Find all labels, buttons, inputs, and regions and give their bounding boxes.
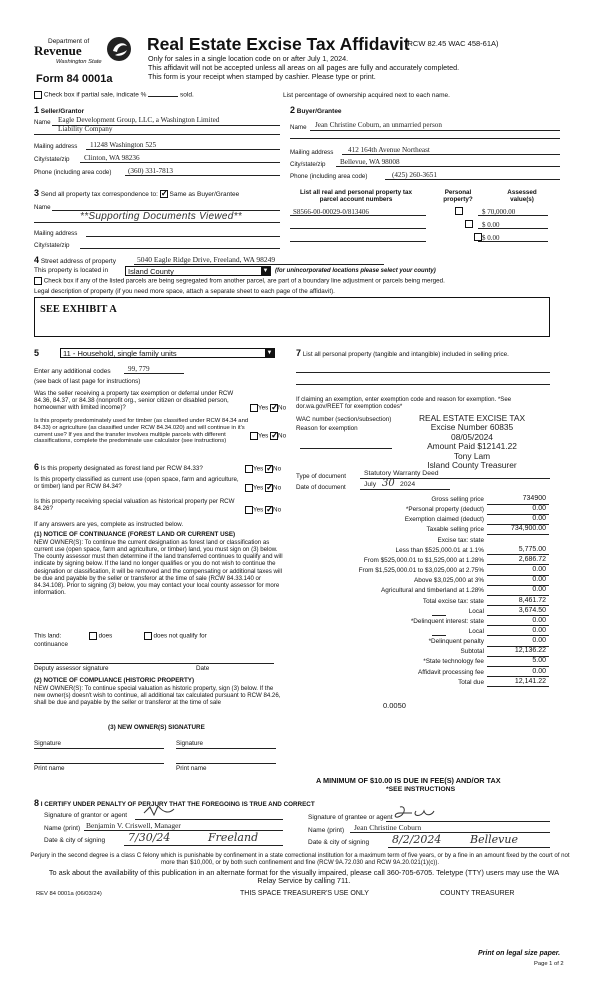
calc-row-label: Subtotal — [460, 648, 484, 656]
calc-row-amount[interactable]: 0.00 — [532, 566, 546, 574]
calc-row-label: Local — [468, 627, 484, 635]
signature-label-1: Signature — [34, 740, 61, 747]
calc-row-amount[interactable]: 0.00 — [532, 505, 546, 513]
calc-row-amount[interactable]: 2,686.72 — [518, 555, 546, 563]
calc-row-amount[interactable]: 734,900.00 — [510, 525, 546, 533]
grantor-date-label: Date & city of signing — [44, 837, 106, 844]
dor-swirl-icon — [106, 36, 132, 62]
buyer-number: 2 — [290, 105, 296, 115]
historic-yes-checkbox[interactable] — [245, 506, 253, 514]
section8-number: 8 — [34, 798, 40, 808]
calc-row-amount[interactable]: 0.00 — [532, 637, 546, 645]
section7-heading-row — [296, 348, 550, 358]
partial-sale-label: Check box if partial sale, indicate % — [43, 91, 147, 99]
located-label: This property is located in — [34, 267, 109, 274]
local-rate: 0.0050 — [383, 701, 406, 710]
calc-row-label: *Delinquent interest: state — [410, 617, 484, 625]
seller-phone-label: Phone (including area code) — [34, 169, 112, 176]
legal-description-box[interactable] — [34, 297, 550, 337]
boundary-checkbox[interactable] — [34, 277, 42, 285]
seller-city[interactable]: Clinton, WA 98236 — [84, 154, 140, 162]
continuance-label: continuance — [34, 641, 68, 648]
section3-name-label: Name — [34, 204, 51, 211]
section3-city-label: City/state/zip — [34, 242, 70, 249]
seller-number: 1 — [34, 105, 40, 115]
stamp-line2: Excise Number 60835 — [430, 422, 514, 433]
form-citation: (RCW 82.45 WAC 458-61A) — [405, 39, 499, 48]
buyer-mailing[interactable]: 412 164th Avenue Northeast — [348, 146, 430, 154]
calc-row-amount[interactable]: 12,141.22 — [514, 677, 546, 685]
yes-label: Yes — [258, 432, 269, 440]
no-label: No — [273, 465, 282, 473]
doc-type-value[interactable]: Statutory Warranty Deed — [364, 470, 439, 477]
historic-question: Is this property receiving special valuation as historical property per RCW 84.26? — [34, 498, 235, 513]
personal-col-header: Personal property? — [443, 189, 473, 204]
calc-row-label: Local — [468, 607, 484, 615]
deputy-label: Deputy assessor signature — [34, 665, 109, 672]
historic-answer — [245, 506, 281, 514]
print-name-label-2: Print name — [176, 765, 207, 772]
chevron-down-icon: ▼ — [262, 268, 269, 274]
owner-signature-line-2[interactable] — [176, 748, 276, 749]
forest-answer — [245, 465, 281, 473]
personal-property-checkbox-1[interactable] — [455, 207, 463, 215]
assessed-value-1[interactable]: $ 70,000.00 — [482, 208, 516, 216]
section3-number: 3 — [34, 188, 40, 198]
legal-description-text: SEE EXHIBIT A — [40, 304, 117, 315]
calc-row-amount[interactable]: 5,775.00 — [518, 545, 546, 553]
deputy-signature-line[interactable] — [34, 663, 274, 664]
partial-sale-suffix: sold. — [180, 91, 194, 99]
partial-sale-row — [34, 91, 194, 99]
calc-row-label: Gross selling price — [431, 496, 484, 503]
buyer-name[interactable]: Jean Christine Coburn, an unmarried person — [315, 121, 442, 129]
calc-row-label: *Delinquent penalty — [428, 638, 484, 646]
grantee-name-label: Name (print) — [308, 827, 345, 834]
use-code-value: 11 - Household, single family units — [63, 349, 177, 358]
timber-question: Is this property predominately used for timber (as classified under RCW 84.34 and 84.33) or agriculture (as classified under RCW 84.34.020) and will continue in it's current use? If yes and the transfer involves multiple parcels with different classifications, complete the predominate use calculator (see instructions) — [34, 418, 249, 445]
section6-number: 6 — [34, 462, 40, 472]
personal-property-line-2[interactable] — [296, 384, 550, 385]
yes-label: Yes — [258, 404, 269, 412]
county-value: Island County — [128, 267, 174, 276]
owner-signature-line-1[interactable] — [34, 748, 164, 749]
treasurer-space: THIS SPACE TREASURER'S USE ONLY — [240, 890, 369, 897]
this-land-label: This land: — [34, 632, 62, 640]
seller-mailing[interactable]: 11248 Washington 525 — [90, 141, 157, 149]
section3-mailing-label: Mailing address — [34, 230, 78, 237]
doc-date-month[interactable]: July — [364, 481, 377, 488]
seller-exemption-yes-checkbox[interactable] — [250, 404, 258, 412]
section4-street-row — [34, 255, 116, 265]
parcel-number-2[interactable] — [290, 228, 426, 229]
seller-phone[interactable]: (360) 331-7813 — [128, 167, 173, 175]
calc-row-amount[interactable]: 0.00 — [532, 667, 546, 675]
excise-stamp — [392, 414, 552, 471]
stamp-line3: 08/05/2024 — [451, 431, 493, 442]
county-treasurer: COUNTY TREASURER — [440, 890, 515, 897]
grantor-name[interactable]: Benjamin V. Criswell, Manager — [86, 821, 181, 830]
current-use-yes-checkbox[interactable] — [245, 484, 253, 492]
calc-row-label: Excise tax: state — [437, 536, 484, 544]
forest-question-row — [34, 462, 244, 472]
header-note3: This form is your receipt when stamped by cashier. Please type or print. — [148, 72, 376, 81]
assessed-col-header: Assessed value(s) — [507, 189, 537, 204]
forest-yes-checkbox[interactable] — [245, 465, 253, 473]
grantee-date[interactable]: 8/2/2024 — [392, 833, 442, 846]
legal-label: Legal description of property (if you need more space, attach a separate sheet to each page of the affidavit). — [34, 288, 335, 295]
calc-row-amount[interactable]: 3,674.50 — [518, 606, 546, 614]
yes-label: Yes — [253, 465, 264, 473]
no-label: No — [273, 506, 282, 514]
calc-row-label: Affidavit processing fee — [418, 668, 484, 676]
stamp-line1: REAL ESTATE EXCISE TAX — [418, 413, 526, 423]
county-select[interactable] — [125, 266, 271, 276]
buyer-phone-label: Phone (including area code) — [290, 173, 368, 180]
same-as-buyer-checkbox[interactable] — [160, 190, 168, 198]
section5-number: 5 — [34, 348, 40, 358]
dept-line1: Department of — [48, 38, 90, 45]
grantee-sig-label: Signature of grantee or agent — [308, 814, 393, 821]
grantor-name-label: Name (print) — [44, 825, 81, 832]
new-owner-signature-heading: (3) NEW OWNER(S) SIGNATURE — [108, 724, 205, 731]
grantee-name[interactable]: Jean Christine Coburn — [354, 823, 422, 832]
perjury-text: Perjury in the second degree is a class C felony which is punishable by confinement in a state correctional institution for a maximum term of five years, or by a fine in an amount fixed by the court of not more than $10,000, or by both such confinement and fine (RCW 9A.72.030 and RCW 9A.20.021(1)(c)). — [30, 852, 570, 866]
stamp-line4: Amount Paid $12141.22 — [427, 441, 517, 452]
deputy-date-label: Date — [196, 665, 210, 672]
parcel-number-1[interactable]: S8566-00-00029-0/813406 — [293, 208, 369, 216]
calc-row-amount[interactable]: 0.00 — [532, 626, 546, 634]
grantee-city[interactable]: Bellevue — [470, 833, 518, 846]
seller-heading: Seller/Grantor — [40, 108, 85, 115]
stamp-line6: Island County Treasurer — [427, 460, 517, 471]
calc-row-label: Less than $525,000.01 at 1.1% — [395, 546, 484, 554]
does-checkbox[interactable] — [89, 632, 97, 640]
calc-row-label: Exemption claimed (deduct) — [404, 516, 484, 524]
grantee-date-label: Date & city of signing — [308, 839, 370, 846]
dor-logo — [34, 38, 134, 72]
header-note2: This affidavit will not be accepted unless all areas on all pages are fully and accurately completed. — [148, 63, 460, 72]
reason-label: Reason for exemption — [296, 425, 358, 432]
calc-row-label: *State technology fee — [423, 658, 484, 666]
form-title: Real Estate Excise Tax Affidavit — [147, 34, 410, 54]
legal-size-note: Print on legal size paper. — [478, 950, 561, 957]
calc-row-label: Total excise tax: state — [422, 597, 484, 605]
continuance-text: NEW OWNER(S): To continue the current designation as forest land or classification as current use (open space, farm and agriculture, or timber) land, you must sign on (3) below. The county assessor must then determine if the land transferred continues to qualify and will indicate by signing below. If the land no longer qualifies or you do not wish to continue the designation or classification, it will be removed and the compensating or additional taxes will be due and payable by the seller or transferor at the time of sale (RCW 84.33.140 or 84.34.108). Prior to signing (3) below, you may contact your local county assessor for more information. — [34, 539, 283, 596]
current-use-no-checkbox[interactable] — [265, 484, 273, 492]
if-yes-note: If any answers are yes, complete as instructed below. — [34, 521, 184, 528]
calc-row-label: Agricultural and timberland at 1.28% — [380, 587, 484, 595]
seller-name-line2[interactable]: Liability Company — [58, 125, 113, 133]
calc-row-label: *Personal property (deduct) — [405, 506, 484, 514]
seller-name-label: Name — [34, 119, 51, 126]
seller-heading-row — [34, 105, 84, 115]
print-name-label-1: Print name — [34, 765, 65, 772]
buyer-name-label: Name — [290, 124, 307, 131]
page-number: Page 1 of 2 — [534, 961, 564, 967]
does-label: does — [98, 632, 113, 640]
parcel-number-3[interactable] — [290, 241, 426, 242]
does-not-checkbox[interactable] — [144, 632, 152, 640]
section7-heading: List all personal property (tangible and intangible) included in selling price. — [302, 351, 509, 358]
current-use-question: Is this property classified as current use (open space, farm and agriculture, or timber) land per RCW 84.34? — [34, 476, 239, 491]
seller-mailing-label: Mailing address — [34, 143, 78, 150]
parcel-col-header: List all real and personal property tax parcel account numbers — [300, 189, 412, 204]
additional-codes-value[interactable]: 99, 779 — [128, 365, 150, 373]
seller-name-line1[interactable]: Eagle Development Group, LLC, a Washington Limited — [58, 116, 220, 124]
chevron-down-icon: ▼ — [266, 350, 273, 356]
section3-heading: Send all property tax correspondence to: — [40, 191, 158, 198]
timber-yes-checkbox[interactable] — [250, 432, 258, 440]
current-use-answer — [245, 484, 281, 492]
calc-row-label: Total due — [458, 678, 484, 686]
grantee-signature[interactable] — [392, 803, 452, 821]
historic-no-checkbox[interactable] — [265, 506, 273, 514]
header-note1: Only for sales in a single location code on or after July 1, 2024. — [148, 54, 349, 63]
forest-question: Is this property designated as forest land per RCW 84.33? — [40, 465, 203, 472]
owner-print-line-1[interactable] — [34, 763, 164, 764]
partial-sale-checkbox[interactable] — [34, 91, 42, 99]
minimum-note: A MINIMUM OF $10.00 IS DUE IN FEE(S) AND/OR TAX — [316, 776, 501, 785]
calc-row-label: Above $3,025,000 at 3% — [414, 577, 484, 585]
buyer-mailing-label: Mailing address — [290, 149, 334, 156]
same-as-buyer-label: Same as Buyer/Grantee — [169, 191, 240, 198]
street-address[interactable]: 5040 Eagle Ridge Drive, Freeland, WA 98249 — [137, 255, 276, 264]
additional-codes-label: Enter any additional codes — [34, 368, 111, 375]
use-code-select[interactable] — [60, 348, 275, 358]
see-instructions: *SEE INSTRUCTIONS — [386, 786, 456, 793]
calc-row-label: From $525,000.01 to $1,525,000 at 1.28% — [363, 556, 484, 564]
wac-label: WAC number (section/subsection) — [296, 416, 392, 423]
calc-row-amount[interactable]: 8,461.72 — [518, 596, 546, 604]
signature-label-2: Signature — [176, 740, 203, 747]
boundary-note: Check box if any of the listed parcels are being segregated from another parcel, are part of a boundary line adjustment or parcels being merged. — [43, 277, 445, 285]
historic-text: NEW OWNER(S): To continue special valuation as historic property, sign (3) below. If the new owner(s) doesn't wish to continue, all additional tax calculated pursuant to RCW 84.26, shall be due and payable by the seller or transferor at the time of sale — [34, 685, 281, 706]
calc-row-label: From $1,525,000.01 to $3,025,000 at 2.75% — [358, 567, 484, 575]
this-land-row — [34, 632, 207, 640]
stamp-line5: Tony Lam — [453, 450, 491, 461]
timber-no-checkbox[interactable] — [270, 432, 278, 440]
supporting-docs-stamp: **Supporting Documents Viewed** — [80, 211, 242, 222]
assessed-value-2[interactable]: $ 0.00 — [482, 221, 500, 229]
no-label: No — [278, 404, 287, 412]
buyer-heading: Buyer/Grantee — [296, 108, 342, 115]
county-note: (for unincorporated locations please select your county) — [275, 268, 436, 274]
buyer-city-label: City/state/zip — [290, 161, 326, 168]
continuance-heading: (1) NOTICE OF CONTINUANCE (FOREST LAND OR CURRENT USE) — [34, 531, 236, 538]
does-not-label: does not qualify for — [153, 632, 207, 640]
calc-row-amount[interactable]: 0.00 — [532, 586, 546, 594]
calc-row-amount[interactable]: 0.00 — [532, 515, 546, 523]
dept-line3: Washington State — [56, 59, 102, 65]
timber-answer — [250, 432, 286, 440]
buyer-heading-row — [290, 105, 342, 115]
doc-date-year[interactable]: 2024 — [400, 481, 416, 488]
section3-heading-row — [34, 188, 239, 198]
owner-print-line-2[interactable] — [176, 763, 276, 764]
forest-no-checkbox[interactable] — [265, 465, 273, 473]
exemption-note: If claiming an exemption, enter exemption code and reason for exemption. *See dor.wa.gov/REET for exemption codes* — [296, 396, 512, 410]
doc-date-label: Date of document — [296, 484, 346, 491]
calc-row-amount[interactable]: 5.00 — [532, 657, 546, 665]
doc-date-day[interactable]: 30 — [382, 478, 395, 489]
dept-line2: Revenue — [34, 43, 82, 58]
calc-row-amount[interactable]: 12,136.22 — [514, 647, 546, 655]
calc-row-amount[interactable]: 0.00 — [532, 616, 546, 624]
seller-exemption-no-checkbox[interactable] — [270, 404, 278, 412]
historic-heading: (2) NOTICE OF COMPLIANCE (HISTORIC PROPERTY) — [34, 677, 195, 684]
calc-row-amount[interactable]: 0.00 — [532, 576, 546, 584]
certify-statement: I CERTIFY UNDER PENALTY OF PERJURY THAT THE FOREGOING IS TRUE AND CORRECT — [40, 801, 315, 808]
seller-exemption-answer — [250, 404, 286, 412]
ownership-note: List percentage of ownership acquired next to each name. — [283, 92, 450, 99]
no-label: No — [278, 432, 287, 440]
rev-number: REV 84 0001a (06/03/24) — [36, 891, 102, 897]
partial-sale-blank[interactable] — [148, 96, 178, 97]
personal-property-checkbox-2[interactable] — [465, 220, 473, 228]
yes-label: Yes — [253, 506, 264, 514]
calc-row-amount[interactable]: 734900 — [522, 495, 546, 502]
grantor-signature[interactable] — [140, 803, 210, 819]
personal-property-line-1[interactable] — [296, 372, 550, 373]
section7-number: 7 — [296, 348, 302, 358]
form-number: Form 84 0001a — [36, 73, 113, 85]
grantor-sig-label: Signature of grantor or agent — [44, 812, 128, 819]
seller-city-label: City/state/zip — [34, 156, 70, 163]
buyer-city[interactable]: Bellevue, WA 98008 — [340, 158, 400, 166]
boundary-row — [34, 277, 445, 285]
section4-number: 4 — [34, 255, 40, 265]
seller-exemption-question: Was the seller receiving a property tax exemption or deferral under RCW 84.36, 84.37, or 84.38 (nonprofit org., senior citizen or disabled person, homeowner with limited income)? — [34, 390, 234, 412]
no-label: No — [273, 484, 282, 492]
street-label: Street address of property — [40, 258, 116, 265]
grantor-date[interactable]: 7/30/24 — [128, 831, 171, 844]
yes-label: Yes — [253, 484, 264, 492]
doc-type-label: Type of document — [296, 473, 347, 480]
see-back-note: (see back of last page for instructions) — [34, 378, 141, 385]
calc-row-label: Taxable selling price — [426, 526, 484, 534]
perjury-note — [30, 852, 570, 866]
buyer-phone[interactable]: (425) 260-3651 — [392, 171, 437, 179]
grantor-city[interactable]: Freeland — [208, 831, 259, 844]
availability-note: To ask about the availability of this publication in an alternate format for the visually impaired, please call 360-705-6705. Teletype (TTY) users may use the WA Relay Service by calling 711. — [48, 868, 560, 886]
assessed-value-3[interactable]: $ 0.00 — [482, 234, 500, 242]
